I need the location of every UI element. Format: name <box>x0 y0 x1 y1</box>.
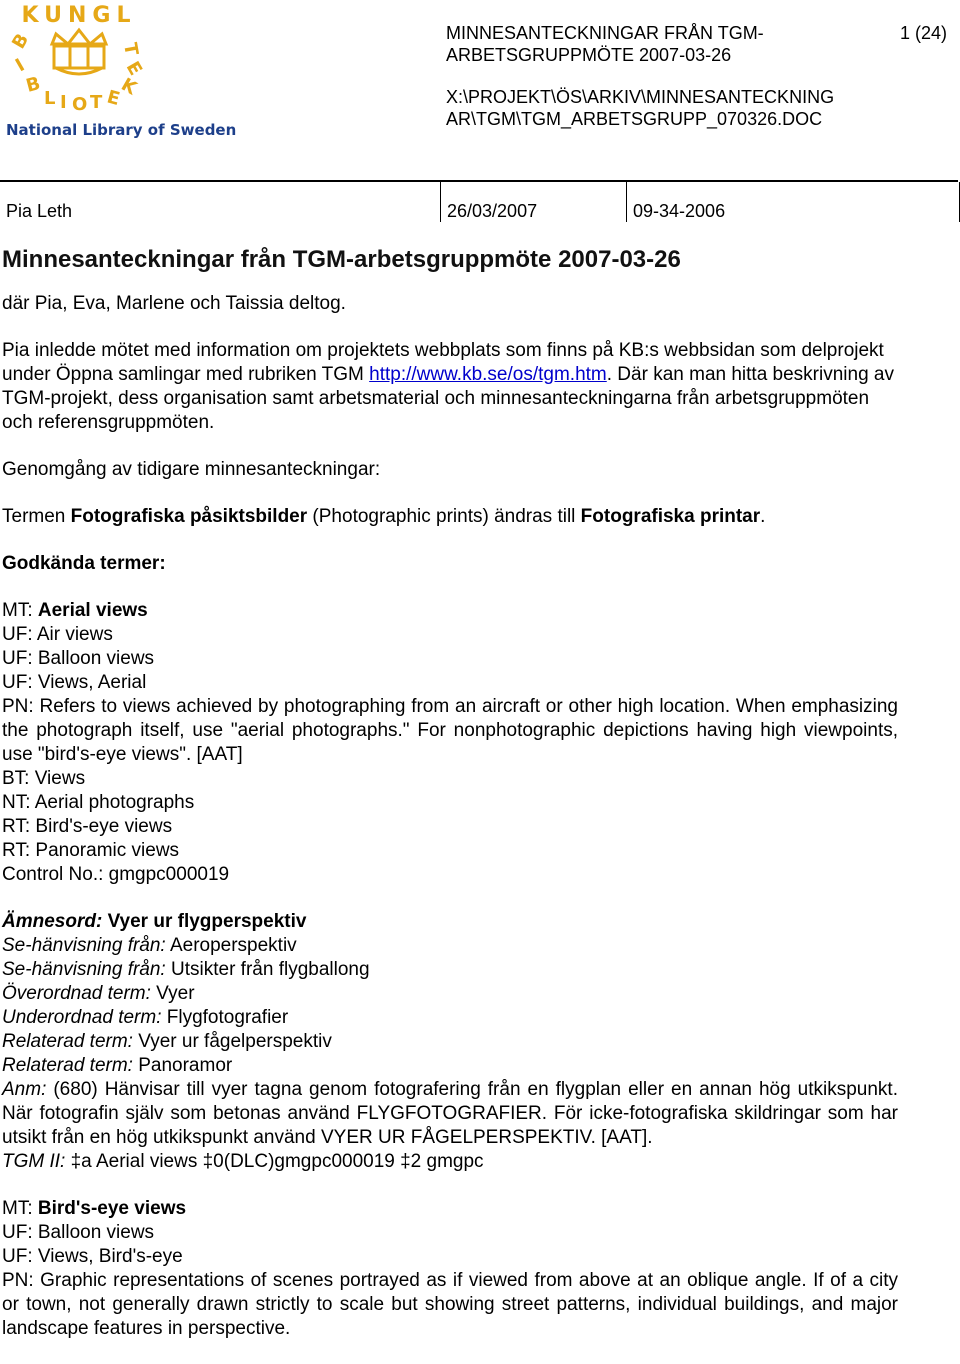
relaterad-line <box>2 1054 898 1078</box>
svg-text:O: O <box>72 94 88 115</box>
uf-line: UF: Balloon views <box>2 1222 155 1243</box>
approved-label: Godkända termer: <box>2 553 166 574</box>
meta-table <box>0 180 958 222</box>
logo-text: National Library of Sweden <box>6 121 237 139</box>
bt-line: BT: Views <box>2 768 86 789</box>
intro-text: Pia inledde mötet med information om projektets webbplats som finns på KB:s webbsidan som delprojekt under Öppna samlingar med rubriken TGM <box>2 340 884 385</box>
approved-heading <box>2 552 898 576</box>
file-path: X:\PROJEKT\ÖS\ARKIV\MINNESANTECKNINGAR\TGM\TGM_ARBETSGRUPP_070326.DOC <box>446 87 835 129</box>
term-text: . <box>760 506 766 527</box>
mt-label: MT: <box>2 600 38 621</box>
term-new: Fotografiska printar <box>580 506 761 527</box>
term-text: (Photographic prints) ändras till <box>307 506 581 527</box>
se-line <box>2 934 898 958</box>
amnesord-value: Vyer ur flygperspektiv <box>102 911 307 932</box>
se-line <box>2 958 898 982</box>
reference-number: 09-34-2006 <box>633 201 726 221</box>
svg-text:T: T <box>90 92 103 113</box>
se-label: Se-hänvisning från: <box>2 959 166 980</box>
relaterad-value: Panoramor <box>132 1055 233 1076</box>
uf-line: UF: Air views <box>2 624 113 645</box>
author: Pia Leth <box>6 201 73 221</box>
underordnad-label: Underordnad term: <box>2 1007 162 1028</box>
page-number: 1 (24) <box>900 23 948 43</box>
relaterad-value: Vyer ur fågelperspektiv <box>132 1031 332 1052</box>
anm-label: Anm: <box>2 1079 47 1100</box>
se-label: Se-hänvisning från: <box>2 935 166 956</box>
relaterad-label: Relaterad term: <box>2 1055 133 1076</box>
svg-text:KUNGL: KUNGL <box>21 3 137 28</box>
anm-line <box>2 1078 898 1150</box>
term-old: Fotografiska påsiktsbilder <box>70 506 308 527</box>
nt-line: NT: Aerial photographs <box>2 792 195 813</box>
amnesord-line <box>2 910 898 934</box>
intro-paragraph <box>2 339 898 435</box>
svg-text:T: T <box>119 41 142 57</box>
underordnad-value: Flygfotografier <box>161 1007 289 1028</box>
ref-cell <box>626 182 960 222</box>
svg-text:E: E <box>121 58 147 80</box>
svg-text:E: E <box>104 86 123 111</box>
pn-line: PN: Graphic representations of scenes portrayed as if viewed from above at an oblique angle. If of a city or town, not generally drawn strictly to scale but showing street patterns, individual buildings, and major landscape features in perspective. <box>2 1270 898 1339</box>
swedish-entry-vyer-ur-flygperspektiv <box>2 910 898 1174</box>
tgm-value: ‡a Aerial views ‡0(DLC)gmgpc000019 ‡2 gmgpc <box>65 1151 484 1172</box>
svg-text:L: L <box>44 88 56 109</box>
review-heading: Genomgång av tidigare minnesanteckningar: <box>2 459 381 480</box>
pn-line: PN: Refers to views achieved by photographing from an aircraft or other high location. When emphasizing the photograph itself, use "aerial photographs." For nonphotographic depictions having high viewpoints, use "bird's-eye views". [AAT] <box>2 696 898 765</box>
overordnad-label: Överordnad term: <box>2 983 151 1004</box>
national-library-logo <box>0 0 237 160</box>
svg-text:B: B <box>8 30 34 53</box>
entry-aerial-views <box>2 599 898 887</box>
relaterad-label: Relaterad term: <box>2 1031 133 1052</box>
svg-text:K: K <box>117 74 141 100</box>
mt-line <box>2 1197 898 1221</box>
date-cell <box>440 182 627 222</box>
author-cell <box>0 182 440 222</box>
overordnad-line <box>2 982 898 1006</box>
overordnad-value: Vyer <box>150 983 195 1004</box>
date: 26/03/2007 <box>447 201 538 221</box>
document-body <box>2 244 898 1364</box>
se-value: Utsikter från flygballong <box>165 959 370 980</box>
svg-text:I: I <box>12 54 29 77</box>
rt-line: RT: Panoramic views <box>2 840 180 861</box>
anm-value: (680) Hänvisar till vyer tagna genom fotografering från en flygplan eller en annan hög utkikspunkt. När fotografin själv som betonas använd FLYGFOTOGRAFIER. För icke-fotografiska skildringar som har utsikt från en hög utkikspunkt använd VYER UR FÅGELPERSPEKTIV. [AAT]. <box>2 1079 898 1148</box>
term-text: Termen <box>2 506 71 527</box>
uf-line: UF: Views, Bird's-eye <box>2 1246 183 1267</box>
svg-text:I: I <box>60 92 67 113</box>
mt-label: MT: <box>2 1198 38 1219</box>
attendees: där Pia, Eva, Marlene och Taissia deltog. <box>2 293 346 314</box>
amnesord-label: Ämnesord: <box>2 911 103 932</box>
mt-value: Aerial views <box>37 600 148 621</box>
tgm-line <box>2 1150 898 1174</box>
svg-text:B: B <box>23 72 43 97</box>
mt-value: Bird's-eye views <box>37 1198 187 1219</box>
document-header-title: MINNESANTECKNINGAR FRÅN TGM-ARBETSGRUPPMÖTE 2007-03-26 <box>446 23 764 65</box>
se-value: Aeroperspektiv <box>165 935 297 956</box>
mt-line <box>2 599 898 623</box>
uf-line: UF: Balloon views <box>2 648 155 669</box>
tgm-label: TGM II: <box>2 1151 66 1172</box>
tgm-link[interactable]: http://www.kb.se/os/tgm.htm <box>369 364 607 385</box>
document-heading: Minnesanteckningar från TGM-arbetsgruppmöte 2007-03-26 <box>2 246 681 273</box>
intro-text-cont: . Där kan man hitta beskrivning av TGM-projekt, dess organisation samt arbetsmaterial och minnesanteckningarna från arbetsgruppmöten och referensgruppmöten. <box>2 364 894 433</box>
entry-birds-eye-views <box>2 1197 898 1341</box>
underordnad-line <box>2 1006 898 1030</box>
relaterad-line <box>2 1030 898 1054</box>
term-change <box>2 505 898 529</box>
control-no: Control No.: gmgpc000019 <box>2 864 230 885</box>
rt-line: RT: Bird's-eye views <box>2 816 173 837</box>
uf-line: UF: Views, Aerial <box>2 672 147 693</box>
